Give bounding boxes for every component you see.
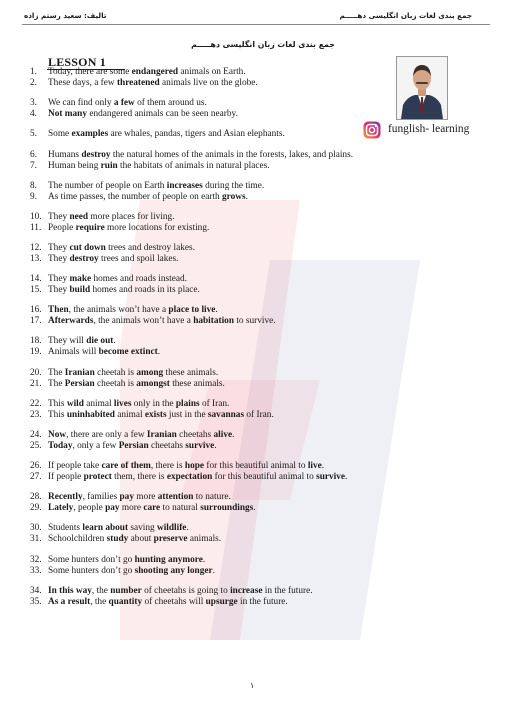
line-number: 21.	[30, 379, 42, 389]
sentence-text: of Iran.	[244, 410, 274, 420]
vocabulary-term: savannas	[207, 410, 245, 420]
sentence-line	[30, 285, 200, 296]
sentence-text: .	[212, 566, 215, 576]
line-number: 4.	[30, 109, 37, 119]
vocabulary-term: wildlife	[157, 523, 187, 533]
sentence-text: This	[48, 410, 67, 420]
sentence-line	[30, 212, 175, 223]
sentence-line	[30, 379, 225, 390]
vocabulary-term: examples	[71, 129, 109, 139]
sentence-line	[30, 78, 258, 89]
sentence-text: trees and destroy lakes.	[105, 243, 195, 253]
sentence-line	[30, 368, 218, 379]
sentence-text: They	[48, 254, 70, 264]
line-number: 11.	[30, 223, 42, 233]
sentence-text: of them around us.	[134, 98, 207, 108]
person-silhouette-icon	[397, 57, 447, 119]
sentence-text: People	[48, 223, 76, 233]
vocabulary-term: Persian	[118, 441, 149, 451]
page-number: ۱	[250, 681, 255, 690]
sentence-text: They will	[48, 336, 87, 346]
sentence-line	[30, 161, 270, 172]
line-number: 1.	[30, 67, 37, 77]
sentence-text: This	[48, 399, 67, 409]
sentence-text: , families	[82, 492, 120, 502]
sentence-text: .	[214, 441, 217, 451]
sentence-text: , the animals won’t have a	[93, 316, 194, 326]
sentence-text: animal	[83, 399, 114, 409]
sentence-text: these animals.	[169, 379, 225, 389]
sentence-text: saving	[128, 523, 157, 533]
vocabulary-term: pay	[105, 503, 120, 513]
sentence-text: animal	[114, 410, 145, 420]
sentence-text: .	[186, 523, 189, 533]
vocabulary-term: As a result	[48, 597, 91, 607]
sentence-text: just in the	[166, 410, 208, 420]
sentence-text: homes and roads instead.	[91, 274, 187, 284]
line-number: 33.	[30, 566, 42, 576]
vocabulary-term: protect	[83, 472, 112, 482]
sentence-text: .	[245, 192, 248, 202]
line-number: 28.	[30, 492, 42, 502]
sentence-text: Some	[48, 129, 72, 139]
sentence-text: homes and roads in its place.	[90, 285, 200, 295]
line-number: 8.	[30, 181, 37, 191]
sentence-text: animals.	[187, 534, 222, 544]
vocabulary-term: place to live	[168, 305, 216, 315]
sentence-text: these animals.	[163, 368, 219, 378]
vocabulary-term: care of them	[101, 461, 151, 471]
sentence-text: .	[345, 472, 348, 482]
line-number: 18.	[30, 336, 42, 346]
sentence-text: cheetahs	[148, 441, 186, 451]
sentence-text: Today, there are some	[48, 67, 132, 77]
sentence-text: the habitats of animals in natural places.	[117, 161, 270, 171]
sentence-text: Animals will	[48, 347, 99, 357]
sentence-text: , the	[91, 586, 111, 596]
line-number: 3.	[30, 98, 37, 108]
vocabulary-term: grows	[222, 192, 246, 202]
line-number: 31.	[30, 534, 42, 544]
instagram-handle: funglish- learning	[388, 123, 470, 135]
vocabulary-term: among	[136, 368, 164, 378]
vocabulary-term: Recently	[48, 492, 83, 502]
sentence-line	[30, 597, 288, 608]
vocabulary-term: lives	[113, 399, 132, 409]
sentence-text: The	[48, 368, 65, 378]
vocabulary-term: endangered	[131, 67, 178, 77]
sentence-text: We can find only	[48, 98, 114, 108]
sentence-line	[30, 523, 189, 534]
sentence-text: cheetah is	[94, 379, 137, 389]
sentence-text: more	[133, 492, 158, 502]
vocabulary-term: Not many	[48, 109, 87, 119]
sentence-text: are whales, pandas, tigers and Asian elephants.	[108, 129, 285, 139]
line-number: 24.	[30, 430, 42, 440]
sentence-line	[30, 223, 209, 234]
sentence-text: .	[232, 430, 235, 440]
sentence-text: Some hunters don’t go	[48, 555, 135, 565]
line-number: 27.	[30, 472, 42, 482]
vocabulary-term: die out	[86, 336, 114, 346]
sentence-text: , people	[73, 503, 106, 513]
sentence-text: Students	[48, 523, 83, 533]
line-number: 22.	[30, 399, 42, 409]
line-number: 15.	[30, 285, 42, 295]
header-divider	[22, 24, 490, 25]
sentence-text: cheetahs	[176, 430, 214, 440]
sentence-text: Schoolchildren	[48, 534, 107, 544]
line-number: 13.	[30, 254, 42, 264]
sentence-line	[30, 316, 276, 327]
sentence-text: to survive.	[234, 316, 276, 326]
sentence-text: , there is	[150, 461, 185, 471]
sentence-text: They	[48, 243, 70, 253]
sentence-text: animals live on the globe.	[159, 78, 258, 88]
line-number: 26.	[30, 461, 42, 471]
sentence-text: Humans	[48, 150, 82, 160]
vocabulary-term: exists	[144, 410, 167, 420]
sentence-line	[30, 305, 218, 316]
sentence-text: .	[321, 461, 325, 471]
line-number: 12.	[30, 243, 42, 253]
vocabulary-term: upsurge	[205, 597, 238, 607]
vocabulary-term: cut down	[69, 243, 106, 253]
sentence-text: them, there is	[111, 472, 167, 482]
sentence-line	[30, 492, 231, 503]
vocabulary-term: ruin	[100, 161, 118, 171]
vocabulary-term: hope	[184, 461, 205, 471]
sentence-line	[30, 109, 238, 120]
vocabulary-term: destroy	[81, 150, 111, 160]
vocabulary-term: Iranian	[64, 368, 95, 378]
vocabulary-term: a few	[113, 98, 135, 108]
vocabulary-term: number	[110, 586, 142, 596]
sentence-text: in the future.	[262, 586, 313, 596]
sentence-text: of Iran.	[199, 399, 230, 409]
sentence-text: of cheetahs is going to	[141, 586, 231, 596]
sentence-line	[30, 192, 248, 203]
line-number: 9.	[30, 192, 37, 202]
vocabulary-term: live	[307, 461, 322, 471]
line-number: 35.	[30, 597, 42, 607]
vocabulary-term: survive	[316, 472, 346, 482]
vocabulary-term: need	[69, 212, 89, 222]
vocabulary-term: pay	[119, 492, 134, 502]
sentence-line	[30, 430, 234, 441]
sentence-text: in the future.	[237, 597, 288, 607]
sentence-line	[30, 274, 187, 285]
vocabulary-term: threatened	[116, 78, 160, 88]
vocabulary-term: make	[69, 274, 92, 284]
vocabulary-term: Afterwards	[48, 316, 94, 326]
sentence-text: The	[48, 379, 65, 389]
sentence-line	[30, 586, 313, 597]
line-number: 7.	[30, 161, 37, 171]
vocabulary-term: shooting any longer	[134, 566, 213, 576]
vocabulary-term: habitation	[193, 316, 235, 326]
vocabulary-term: In this way	[48, 586, 92, 596]
sentence-text: trees and spoil lakes.	[98, 254, 179, 264]
sentence-text: animals on Earth.	[178, 67, 246, 77]
line-number: 2.	[30, 78, 37, 88]
vocabulary-term: require	[75, 223, 105, 233]
sentence-text: the natural homes of the animals in the forests, lakes, and plains.	[110, 150, 354, 160]
sentence-line	[30, 472, 347, 483]
vocabulary-term: care	[143, 503, 161, 513]
vocabulary-term: plains	[175, 399, 200, 409]
vocabulary-term: study	[106, 534, 129, 544]
sentence-text: , only a few	[72, 441, 119, 451]
line-number: 17.	[30, 316, 42, 326]
sentence-text: of cheetahs will	[142, 597, 206, 607]
document-title: جمع بندی لغات زبان انگلیسی دهـــــم	[191, 40, 335, 49]
vocabulary-term: build	[69, 285, 91, 295]
sentence-text: for this beautiful animal to	[204, 461, 308, 471]
vocabulary-term: wild	[66, 399, 84, 409]
line-number: 25.	[30, 441, 42, 451]
sentence-line	[30, 336, 116, 347]
vocabulary-term: survive	[185, 441, 215, 451]
sentence-text: .	[253, 503, 256, 513]
instagram-icon	[363, 121, 381, 139]
lesson-heading: LESSON 1	[48, 55, 106, 69]
line-number: 19.	[30, 347, 42, 357]
vocabulary-term: Persian	[64, 379, 95, 389]
sentence-text: .	[215, 305, 218, 315]
line-number: 14.	[30, 274, 42, 284]
sentence-text: to nature.	[193, 492, 231, 502]
sentence-text: cheetah is	[94, 368, 137, 378]
vocabulary-term: hunting anymore	[134, 555, 203, 565]
sentence-text: If people take	[48, 461, 102, 471]
vocabulary-term: alive	[213, 430, 233, 440]
line-number: 23.	[30, 410, 42, 420]
line-number: 16.	[30, 305, 42, 315]
vocabulary-term: Then	[48, 305, 69, 315]
vocabulary-term: increase	[230, 586, 263, 596]
vocabulary-term: Iranian	[146, 430, 177, 440]
vocabulary-term: become extinct	[98, 347, 158, 357]
author-photo	[396, 56, 448, 120]
line-number: 32.	[30, 555, 42, 565]
sentence-text: about	[128, 534, 154, 544]
vocabulary-term: destroy	[69, 254, 99, 264]
sentence-text: These days, a few	[48, 78, 117, 88]
line-number: 20.	[30, 368, 42, 378]
sentence-line	[30, 150, 353, 161]
line-number: 5.	[30, 129, 37, 139]
line-number: 30.	[30, 523, 42, 533]
vocabulary-term: amongst	[136, 379, 170, 389]
sentence-text: to natural	[160, 503, 201, 513]
sentence-text: The number of people on Earth	[48, 181, 167, 191]
sentence-text: , there are only a few	[66, 430, 147, 440]
vocabulary-term: Today	[48, 441, 73, 451]
sentence-text: endangered animals can be seen nearby.	[87, 109, 238, 119]
vocabulary-term: attention	[157, 492, 194, 502]
sentence-line	[30, 441, 217, 452]
sentence-text: only in the	[131, 399, 176, 409]
sentence-text: They	[48, 285, 70, 295]
sentence-line	[30, 98, 207, 109]
sentence-line	[30, 410, 274, 421]
sentence-line	[30, 399, 229, 410]
vocabulary-term: Now	[48, 430, 67, 440]
sentence-line	[30, 254, 179, 265]
vocabulary-term: expectation	[166, 472, 213, 482]
sentence-line	[30, 534, 221, 545]
sentence-text: more	[119, 503, 144, 513]
sentence-line	[30, 566, 215, 577]
sentence-text: more places for living.	[88, 212, 175, 222]
vocabulary-term: Lately	[48, 503, 74, 513]
sentence-text: , the	[90, 597, 109, 607]
sentence-line	[30, 181, 264, 192]
header-title: جمع بندی لغات زبان انگلیسی دهـــــم	[339, 11, 472, 20]
sentence-text: Human being	[48, 161, 101, 171]
sentence-text: .	[157, 347, 161, 357]
sentence-text: more locations for existing.	[104, 223, 210, 233]
sentence-line	[30, 347, 160, 358]
sentence-line	[30, 555, 205, 566]
sentence-text: They	[48, 212, 70, 222]
line-number: 34.	[30, 586, 42, 596]
sentence-text: .	[113, 336, 116, 346]
vocabulary-term: quantity	[108, 597, 143, 607]
line-number: 10.	[30, 212, 42, 222]
sentence-text: If people	[48, 472, 84, 482]
sentence-text: Some hunters don’t go	[48, 566, 135, 576]
sentence-text: , the animals won’t have a	[68, 305, 169, 315]
vocabulary-term: surroundings	[200, 503, 254, 513]
sentence-text: during the time.	[202, 181, 265, 191]
sentence-text: .	[202, 555, 206, 565]
sentence-line	[30, 67, 246, 78]
sentence-line	[30, 461, 324, 472]
vocabulary-term: learn about	[82, 523, 129, 533]
vocabulary-term: preserve	[153, 534, 188, 544]
sentence-line	[30, 243, 195, 254]
line-number: 29.	[30, 503, 42, 513]
sentence-text: They	[48, 274, 70, 284]
vocabulary-term: uninhabited	[66, 410, 115, 420]
sentence-line	[30, 129, 285, 140]
header-author: تالیف: سعید رستم زاده	[24, 11, 107, 20]
sentence-text: for this beautiful animal to	[212, 472, 317, 482]
sentence-line	[30, 503, 256, 514]
sentence-text: As time passes, the number of people on earth	[48, 192, 223, 202]
line-number: 6.	[30, 150, 37, 160]
vocabulary-term: increases	[166, 181, 203, 191]
